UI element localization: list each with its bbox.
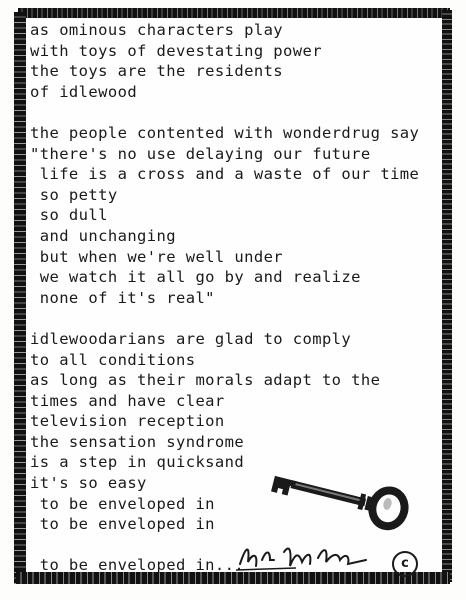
poem-line: to be enveloped in...	[30, 556, 245, 575]
poem-line: to be enveloped in	[30, 515, 215, 534]
poem-line: so dull	[30, 206, 108, 225]
poem-line: the people contented with wonderdrug say	[30, 123, 420, 142]
poem-line: of idlewood	[30, 82, 138, 101]
poem-line: "there's no use delaying our future	[30, 144, 371, 163]
skeleton-key-icon	[262, 462, 414, 546]
poem-line: is a step in quicksand	[30, 453, 245, 472]
poem-line: television reception	[30, 412, 225, 431]
poem-line: the toys are the residents	[30, 62, 284, 81]
poem-line: to be enveloped in	[30, 494, 215, 513]
poem-line: the sensation syndrome	[30, 432, 245, 451]
stanza-gap	[30, 308, 445, 329]
poem-line: with toys of devestating power	[30, 41, 322, 60]
page-border-left	[14, 12, 26, 584]
poem-line: as long as their morals adapt to the	[30, 371, 381, 390]
poem-line: we watch it all go by and realize	[30, 268, 361, 287]
poem-line: but when we're well under	[30, 247, 284, 266]
poem-line: life is a cross and a waste of our time	[30, 165, 420, 184]
poem-line: times and have clear	[30, 391, 225, 410]
poem-line: and unchanging	[30, 226, 176, 245]
poem-line: idlewoodarians are glad to comply	[30, 329, 352, 348]
poem-line: so petty	[30, 185, 118, 204]
poem-line: it's so easy	[30, 474, 147, 493]
poem-line: as ominous characters play	[30, 21, 284, 39]
signature-scribble	[236, 536, 376, 576]
stanza-gap	[30, 102, 445, 123]
copyright-symbol: c	[392, 551, 418, 577]
page-border-top	[18, 8, 450, 18]
poem-line: none of it's real"	[30, 288, 215, 307]
poem-line: to all conditions	[30, 350, 196, 369]
